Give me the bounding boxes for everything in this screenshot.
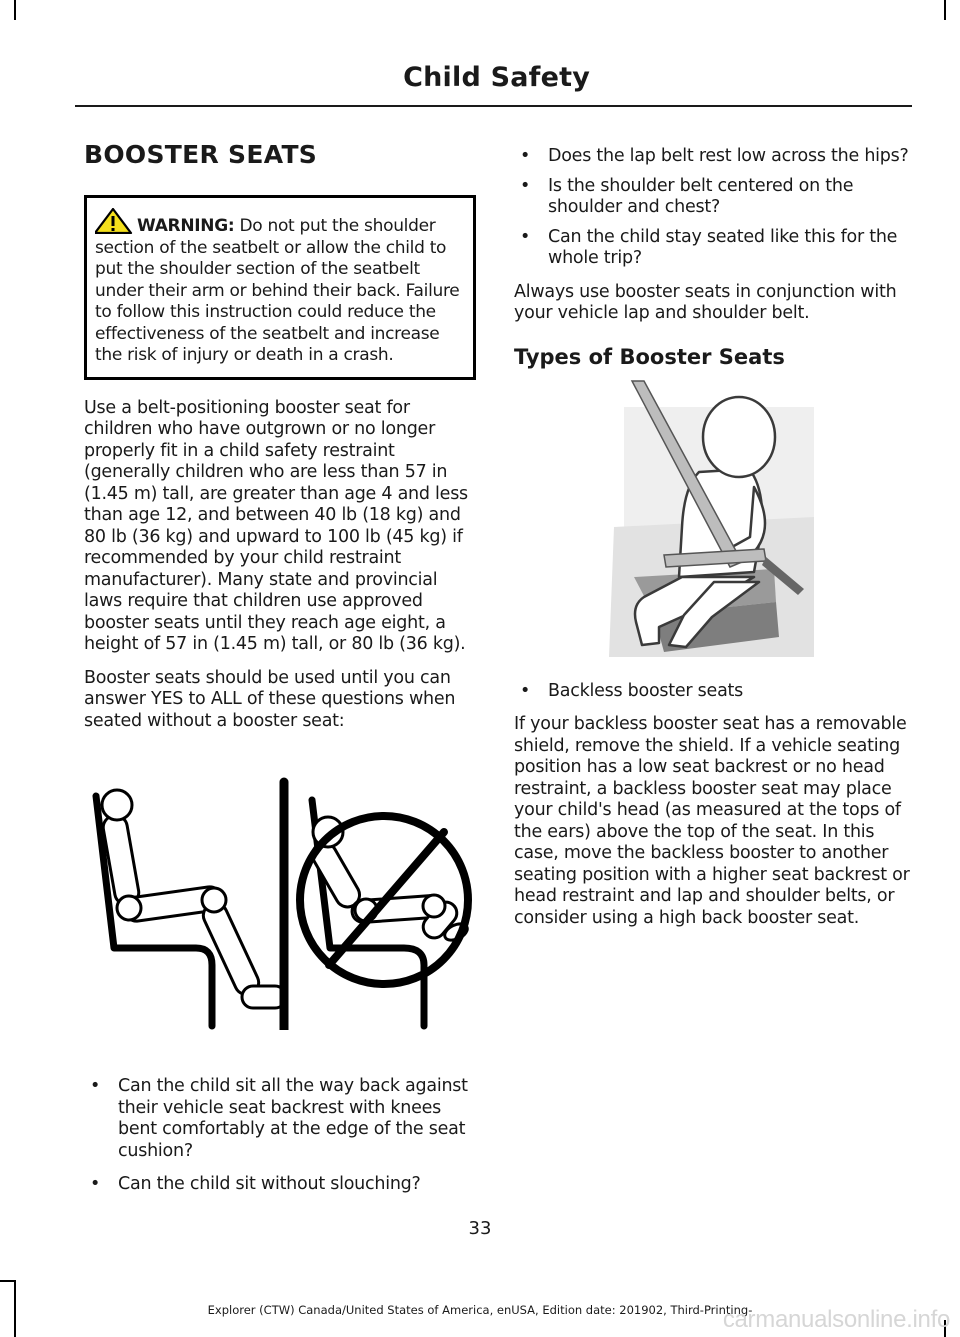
left-column [84, 140, 476, 1196]
bullet-text: Is the shoulder belt centered on the shoulder and chest? [548, 175, 854, 217]
seated-posture-illustration [84, 760, 476, 1030]
warning-box [84, 195, 476, 380]
list-item [514, 176, 910, 219]
warning-text: Do not put the shoulder section of the seatbelt or allow the child to put the shoulder section of the seatbelt under their arm or behind their back. Failure to follow this instruction could reduce the effectiveness of the seatbelt and increase the risk of injury or death in a crash. [95, 216, 460, 365]
backless-booster-illustration [514, 377, 910, 667]
right-column [514, 146, 910, 929]
list-item [84, 1174, 476, 1196]
list-item [514, 681, 910, 703]
left-bullet-list [84, 1076, 476, 1196]
bullet-dot: • [520, 146, 531, 166]
bullet-text: Backless booster seats [548, 680, 744, 701]
bullet-text: Does the lap belt rest low across the hips? [548, 146, 909, 166]
crop-mark-top-right [944, 0, 946, 20]
backless-bullet [514, 681, 910, 703]
bullet-text: Can the child sit all the way back against their vehicle seat backrest with knees bent comfortably at the edge of the seat cushion? [118, 1076, 468, 1161]
list-item [84, 1076, 476, 1162]
section-heading: BOOSTER SEATS [84, 140, 318, 169]
bullet-text: Can the child stay seated like this for the whole trip? [548, 226, 898, 268]
bullet-dot: • [520, 175, 531, 196]
conjunction-paragraph: Always use booster seats in conjunction with your vehicle lap and shoulder belt. [514, 281, 897, 323]
crop-mark-bottom-left-h [0, 1280, 16, 1282]
bullet-dot: • [90, 1076, 101, 1096]
bullet-dot: • [90, 1174, 101, 1194]
bullet-text: Can the child sit without slouching? [118, 1174, 421, 1194]
page-title: Child Safety [403, 62, 590, 93]
footer-text: Explorer (CTW) Canada/United States of America, enUSA, Edition date: 201902, Third-Printing- [207, 1303, 753, 1317]
list-item [514, 227, 910, 270]
bullet-dot: • [520, 680, 531, 701]
intro-paragraph: Use a belt-positioning booster seat for children who have outgrown or no longer properly fit in a child safety restraint (generally children who are less than 57 in (1.45 m) tall, are greater than age 4 and less than age 12, and between 40 lb (18 kg) and 80 lb (36 kg) and upward to 100 lb (45 kg) if recommended by your child restraint manufacturer). Many state and provincial laws require that children use approved booster seats until they reach age eight, a height of 57 in (1.45 m) tall, or 80 lb (36 kg). [84, 397, 468, 654]
bullet-dot: • [520, 226, 531, 247]
list-item [514, 146, 910, 168]
warning-triangle-icon [95, 208, 135, 234]
subsection-heading: Types of Booster Seats [514, 344, 785, 369]
right-bullet-list [514, 146, 910, 270]
watermark: carmanualsonline.info [722, 1306, 950, 1333]
backless-paragraph: If your backless booster seat has a removable shield, remove the shield. If a vehicle seating position has a low seat backrest or no head restraint, a backless booster seat may place your child's head (as measured at the tops of the ears) above the top of the seat. In this case, move the backless booster to another seating position with a higher seat backrest or head restraint and lap and shoulder belts, or consider using a high back booster seat. [514, 714, 910, 928]
crop-mark-top-left [14, 0, 16, 20]
header-rule [75, 105, 912, 107]
warning-label: WARNING: [137, 216, 235, 236]
questions-intro: Booster seats should be used until you can answer YES to ALL of these questions when seated without a booster seat: [84, 667, 456, 731]
page-number: 33 [468, 1218, 492, 1239]
